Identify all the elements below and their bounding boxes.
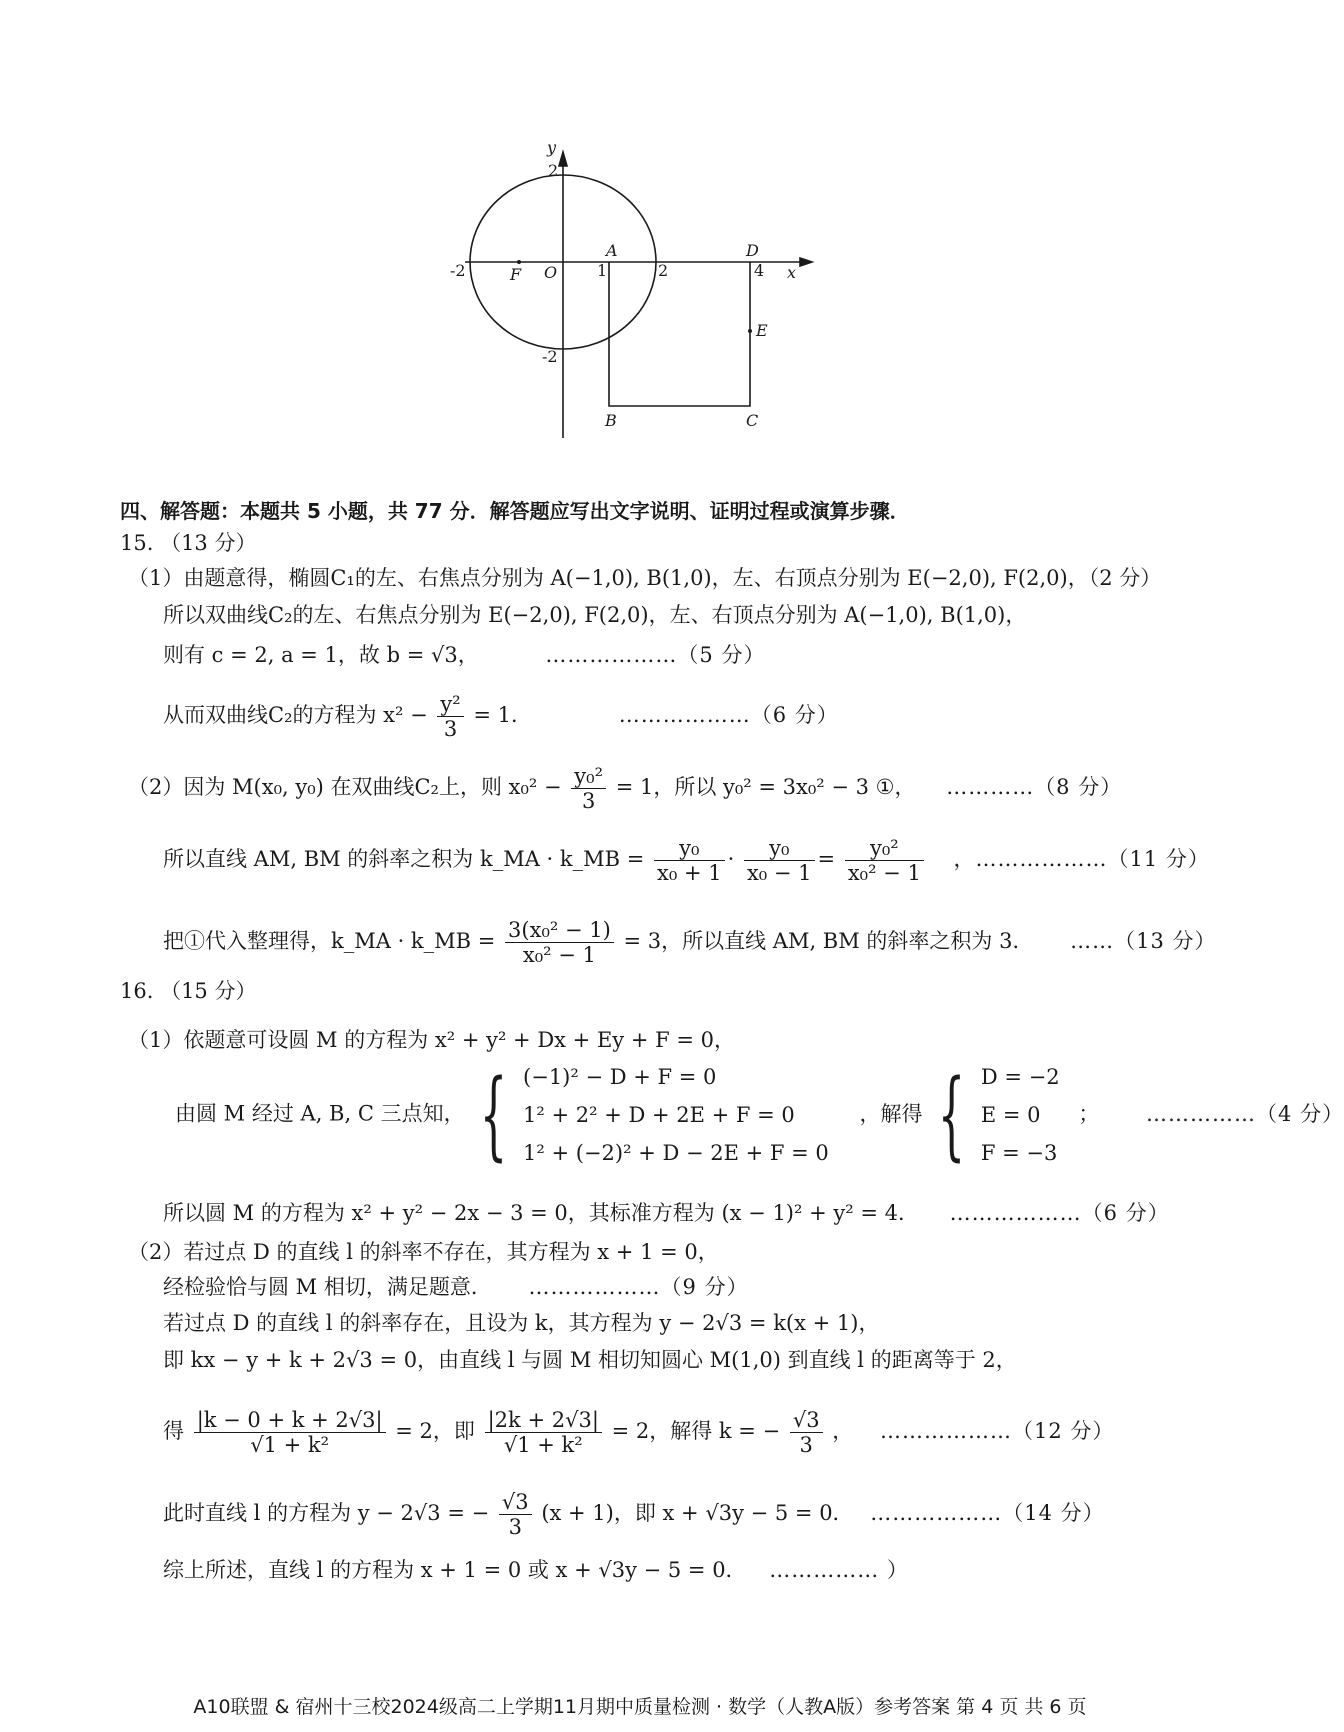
- section-heading: 四、解答题：本题共 5 小题，共 77 分．解答题应写出文字说明、证明过程或演算步骤．: [120, 499, 910, 523]
- q16-p2-line6: [163, 1490, 1105, 1539]
- label-D: D: [746, 241, 759, 260]
- tick-y-neg2: -2: [542, 347, 558, 366]
- q15-p2-line1: [128, 764, 1122, 813]
- q16-p2-line2-text: 经检验恰与圆 M 相切，满足题意．: [163, 1275, 492, 1299]
- fraction-distance-1: $\frac{|k - 0 + k + 2√3|}{\text{√1 + k²}}$: [194, 1408, 386, 1457]
- left-brace-2: {: [937, 1059, 966, 1171]
- y-axis-label: y: [547, 138, 557, 157]
- q15-p2-line1-pre: （2）因为 M(x₀, y₀) 在双曲线C₂上，则 x₀² −: [128, 775, 562, 799]
- q16-p1-line3: [163, 1198, 1170, 1228]
- fraction-y0-over-x0m1: $\frac{\text{y₀}}{\text{x₀ − 1}}$: [744, 836, 815, 885]
- tick-x-2: 2: [658, 261, 669, 280]
- rectangle-ABCD: [609, 262, 750, 406]
- q15-p1-line4: [163, 692, 839, 741]
- system2-eq2: E = 0: [980, 1103, 1041, 1127]
- q16-p2-line3: 若过点 D 的直线 l 的斜率存在，且设为 k，其方程为 y − 2√3 = k(x + 1)，: [163, 1311, 880, 1335]
- q15-p1-line3: [163, 640, 765, 670]
- point-f-dot: [517, 260, 521, 264]
- score-14: ………………（14 分）: [870, 1501, 1105, 1525]
- system1-eq2: 1² + 2² + D + 2E + F = 0: [523, 1103, 795, 1127]
- q16-p2-line6-post: (x + 1)，即 x + √3y − 5 = 0．: [541, 1501, 854, 1525]
- q16-p2-line5-a: 得: [163, 1419, 184, 1443]
- label-E: E: [756, 321, 768, 340]
- fraction-y0sq-over-x0sqm1: $\frac{\text{y₀²}}{\text{x₀² − 1}}$: [845, 836, 924, 885]
- q16-system-pre: 由圆 M 经过 A, B, C 三点知，: [175, 1101, 465, 1126]
- q15-p1-line1: （1）由题意得，椭圆C₁的左、右焦点分别为 A(−1,0), B(1,0)，左、右顶点分别为 E(−2,0), F(2,0)，（2 分）: [128, 566, 1162, 590]
- system-post: ；: [1078, 1101, 1100, 1126]
- q16-system-line: [175, 1058, 1344, 1172]
- left-brace-1: {: [480, 1059, 508, 1171]
- system1-eq3: 1² + (−2)² + D − 2E + F = 0: [523, 1141, 829, 1165]
- q16-p2-line5-d: ，: [832, 1419, 854, 1443]
- q15-p1-line3-text: 则有 c = 2, a = 1，故 b = √3，: [163, 643, 479, 667]
- fraction-y0-over-x0p1: $\frac{\text{y₀}}{\text{x₀ + 1}}$: [654, 836, 725, 885]
- score-6: ………………（6 分）: [618, 703, 839, 727]
- q16-p2-line2: [163, 1272, 749, 1302]
- score-final: …………… ）: [769, 1558, 909, 1582]
- q16-p2-line7: [163, 1555, 909, 1585]
- q15-p1-line2: 所以双曲线C₂的左、右焦点分别为 E(−2,0), F(2,0)，左、右顶点分别为 A(−1,0), B(1,0)，: [163, 603, 1027, 627]
- coordinate-figure: [450, 138, 820, 448]
- label-C: C: [746, 411, 759, 430]
- q15-p2-line1-mid: = 1，所以 y₀² = 3x₀² − 3 ①，: [615, 775, 916, 799]
- q15-p1-line4-pre: 从而双曲线C₂的方程为 x² −: [163, 703, 428, 727]
- q16-p1-line3-text: 所以圆 M 的方程为 x² + y² − 2x − 3 = 0，其标准方程为 (x − 1)² + y² = 4．: [163, 1201, 919, 1225]
- tick-x-1: 1: [597, 261, 608, 280]
- tick-x-neg2: -2: [450, 261, 466, 280]
- label-F: F: [510, 265, 522, 284]
- page-footer: A10联盟 & 宿州十三校2024级高二上学期11月期中质量检测 · 数学（人教A版）参考答案 第 4 页 共 6 页: [193, 1696, 1087, 1718]
- q15-p2-line2: 所以直线 AM, BM 的斜率之积为 k_MA · k_MB = $\frac{\text{y₀}}{\text{x₀ + 1}}$ · $\frac{\text{y₀}}{\text{x₀ − 1}}$ = $\frac{\text{y₀²}}{\text{x₀² − 1}}$ ，………………（11 分）: [163, 836, 1210, 885]
- q16-p2-line5-c: = 2，解得 k = −: [611, 1419, 781, 1443]
- equation-system-1: [523, 1058, 829, 1172]
- point-e-dot: [748, 329, 752, 333]
- fraction-distance-2: $\frac{|2k + 2√3|}{\text{√1 + k²}}$: [485, 1408, 602, 1457]
- q15-p1-line4-post: = 1．: [473, 703, 533, 727]
- system2-eq3: F = −3: [980, 1141, 1058, 1165]
- q16-p2-line7-text: 综上所述，直线 l 的方程为 x + 1 = 0 或 x + √3y − 5 = 0．: [163, 1558, 747, 1582]
- equation-system-2: [981, 1058, 1060, 1172]
- q16-p1-line1: （1）依题意可设圆 M 的方程为 x² + y² + Dx + Ey + F = 0，: [128, 1028, 735, 1052]
- q16-p2-line6-pre: 此时直线 l 的方程为 y − 2√3 = −: [163, 1501, 490, 1525]
- x-axis-arrow: [800, 258, 812, 266]
- fraction-sqrt3-over-3: $\frac{√3}{3}$: [790, 1408, 823, 1457]
- fraction-y0sq-over-3: $\frac{\text{y₀²}}{3}$: [571, 764, 606, 813]
- system-mid: ，解得: [859, 1101, 923, 1126]
- y-axis-arrow: [559, 152, 567, 166]
- q15-p2-line3: [163, 918, 1217, 967]
- q16-p2-line1: （2）若过点 D 的直线 l 的斜率不存在，其方程为 x + 1 = 0，: [128, 1240, 719, 1264]
- fraction-3x0sqm1-over-x0sqm1: $\frac{\text{3(x₀² − 1)}}{\text{x₀² − 1}}$: [505, 918, 614, 967]
- score-11: ，………………（11 分）: [953, 847, 1210, 871]
- fraction-sqrt3-over-3-b: $\frac{√3}{3}$: [499, 1490, 532, 1539]
- q15-p2-line2-pre: 所以直线 AM, BM 的斜率之积为 k_MA · k_MB =: [163, 847, 645, 871]
- q15-p2-line3-post: = 3，所以直线 AM, BM 的斜率之积为 3．: [623, 929, 1034, 953]
- score-13: ……（13 分）: [1070, 929, 1217, 953]
- score-4: ……………（4 分）: [1146, 1101, 1344, 1126]
- x-axis-label: x: [787, 263, 797, 282]
- system1-eq1: (−1)² − D + F = 0: [523, 1065, 717, 1089]
- score-5: ………………（5 分）: [545, 643, 766, 667]
- q15-p2-line3-pre: 把①代入整理得，k_MA · k_MB =: [163, 929, 496, 953]
- score-6b: ………………（6 分）: [949, 1201, 1170, 1225]
- score-9: ………………（9 分）: [528, 1275, 749, 1299]
- score-8: …………（8 分）: [946, 775, 1123, 799]
- origin-label: O: [544, 263, 558, 282]
- fraction-y2-over-3: $\frac{\text{y²}}{3}$: [437, 692, 463, 741]
- label-A: A: [606, 241, 618, 260]
- label-B: B: [605, 411, 617, 430]
- tick-y-2: 2: [548, 161, 559, 180]
- q15-heading: 15. （13 分）: [120, 531, 257, 555]
- q16-heading: 16. （15 分）: [120, 979, 257, 1003]
- score-12: ………………（12 分）: [879, 1419, 1115, 1443]
- tick-x-4: 4: [754, 261, 765, 280]
- system2-eq1: D = −2: [980, 1065, 1060, 1089]
- q16-p2-line5: [163, 1408, 1114, 1457]
- q16-p2-line4: 即 kx − y + k + 2√3 = 0，由直线 l 与圆 M 相切知圆心 M(1,0) 到直线 l 的距离等于 2，: [163, 1348, 1017, 1372]
- q16-p2-line5-b: = 2，即: [395, 1419, 475, 1443]
